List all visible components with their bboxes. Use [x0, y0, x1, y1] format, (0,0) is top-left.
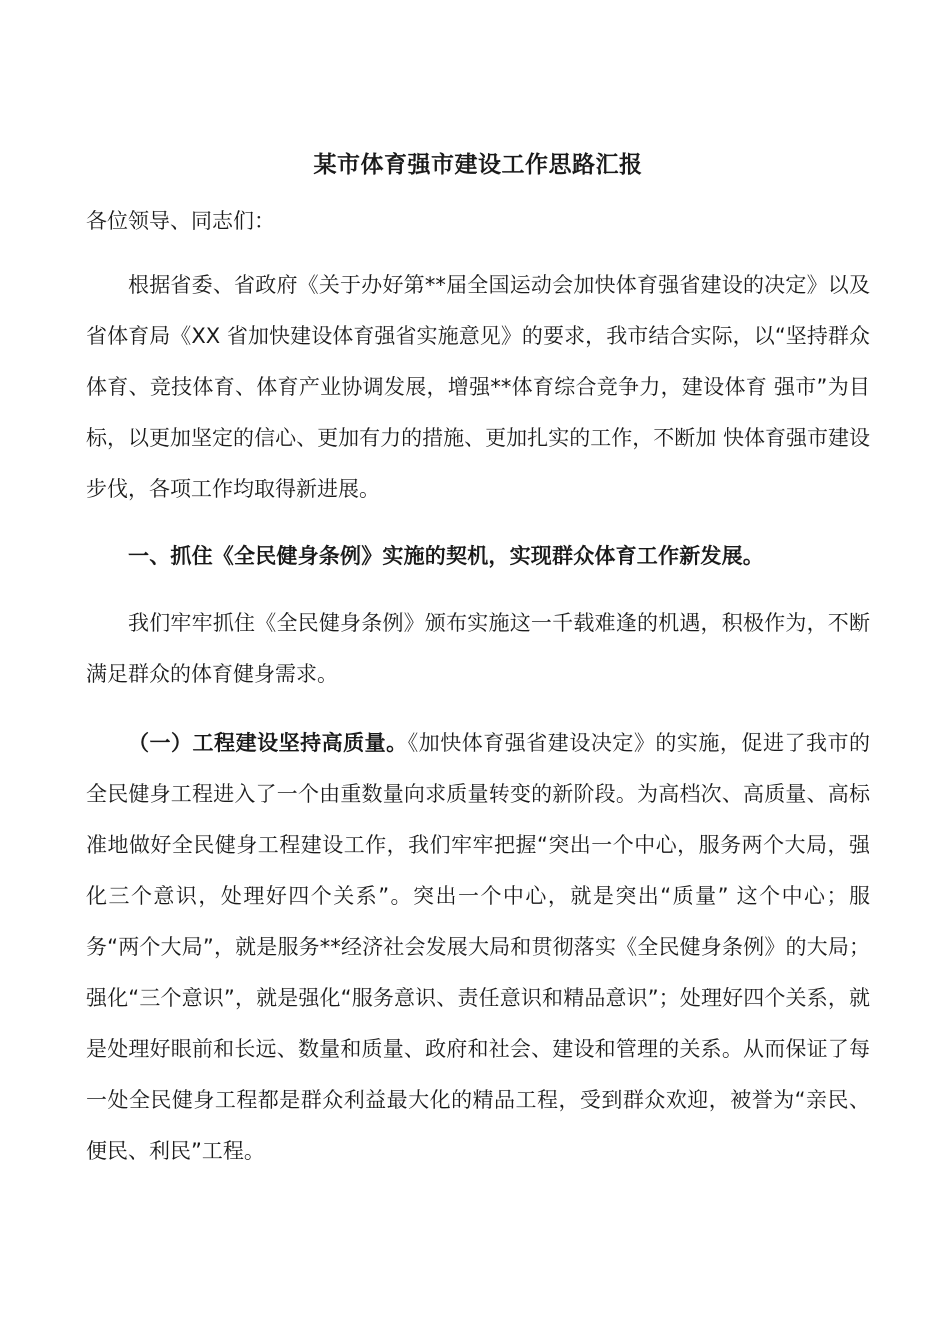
salutation: 各位领导、同志们： — [86, 209, 275, 233]
intro-paragraph: 根据省委、省政府《关于办好第**届全国运动会加快体育强省建设的决定》以及省体育局《XX 省加快建设体育强省实施意见》的要求，我市结合实际，以“坚持群众体育、竞技体育、体育产业协调发展，增强**体育综合竞争力，建设体育 强市”为目标，以更加坚定的信心、更加有力的措施、更加扎实的工作，不断加 快体育强市建设步伐，各项工作均取得新进展。 — [86, 273, 870, 501]
document-title: 某市体育强市建设工作思路汇报 — [313, 152, 643, 178]
section-heading-1: 一、抓住《全民健身条例》实施的契机，实现群众体育工作新发展。 — [128, 544, 764, 568]
section-1-paragraph: 我们牢牢抓住《全民健身条例》颁布实施这一千载难逢的机遇，积极作为，不断满足群众的体育健身需求。 — [86, 611, 870, 686]
subsection-1-body: 《加快体育强省建设决定》的实施，促进了我市的全民健身工程进入了一个由重数量向求质量转变的新阶段。为高档次、高质量、高标准地做好全民健身工程建设工作，我们牢牢把握“突出一个中心，服务两个大局，强化三个意识，处理好四个关系”。突出一个中心，就是突出“质量” 这个中心；服务“两个大局”，就是服务**经济社会发展大局和贯彻落实《全民健身条例》的大局；强化“三个意识”，就是强化“服务意识、责任意识和精品意识”；处理好四个关系，就是处理好眼前和长远、数量和质量、政府和社会、建设和管理的关系。从而保证了每一处全民健身工程都是群众利益最大化的精品工程，受到群众欢迎，被誉为“亲民、便民、利民”工程。 — [86, 731, 871, 1163]
subsection-1-paragraph — [86, 718, 870, 1177]
subsection-heading-1: （一）工程建设坚持高质量。 — [128, 731, 408, 755]
